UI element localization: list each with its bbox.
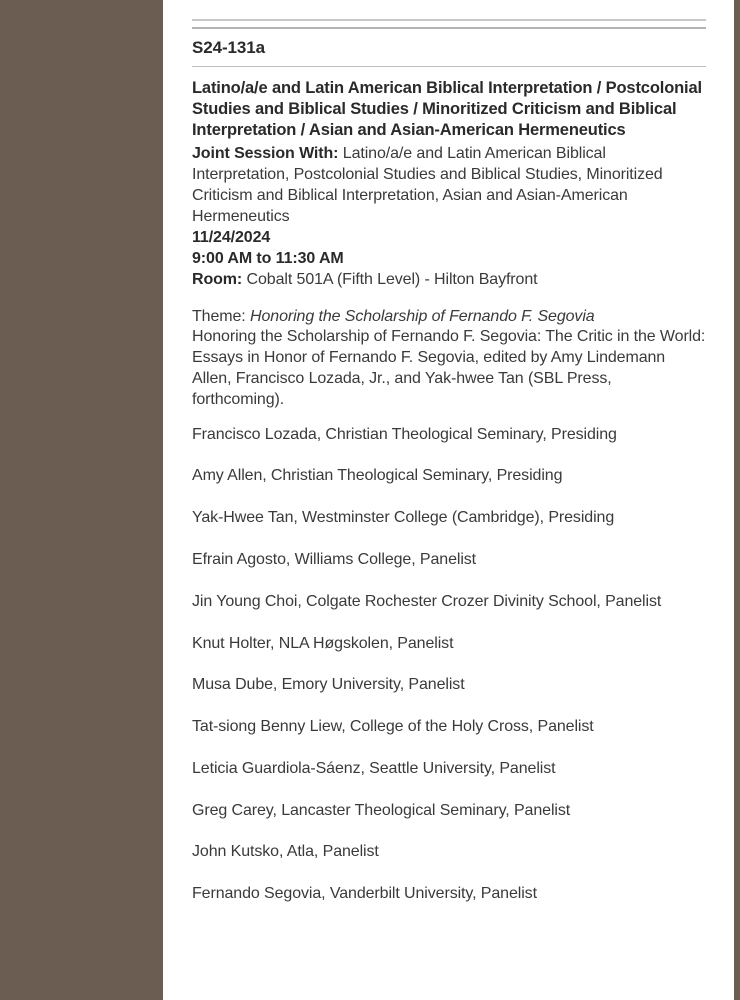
left-page-margin bbox=[0, 0, 163, 1000]
top-divider-secondary bbox=[192, 27, 706, 29]
list-item: Efrain Agosto, Williams College, Panelist bbox=[192, 550, 477, 568]
list-item: Greg Carey, Lancaster Theological Seminary, Panelist bbox=[192, 801, 571, 819]
list-item: Amy Allen, Christian Theological Seminary, Presiding bbox=[192, 467, 563, 485]
session-theme bbox=[192, 307, 706, 411]
session-meta bbox=[192, 144, 706, 291]
theme-description: Honoring the Scholarship of Fernando F. Segovia: The Critic in the World: Essays in Honor of Fernando F. Segovia, edited by Amy Lindemann Allen, Francisco Lozada, Jr., and Yak-hwee Tan (SBL Press, forthcoming). bbox=[192, 328, 706, 408]
theme-label: Theme: bbox=[192, 307, 246, 325]
list-item: Leticia Guardiola-Sáenz, Seattle University, Panelist bbox=[192, 759, 556, 777]
session-id-divider bbox=[192, 66, 706, 67]
list-item: Knut Holter, NLA Høgskolen, Panelist bbox=[192, 634, 454, 652]
session-time: 9:00 AM to 11:30 AM bbox=[192, 249, 344, 267]
room-label: Room: bbox=[192, 270, 243, 288]
room-value: Cobalt 501A (Fifth Level) - Hilton Bayfront bbox=[246, 270, 538, 288]
list-item: Francisco Lozada, Christian Theological Seminary, Presiding bbox=[192, 425, 617, 443]
document-page bbox=[163, 0, 734, 1000]
participant-list bbox=[192, 425, 706, 906]
session-title: Latino/a/e and Latin American Biblical Interpretation / Postcolonial Studies and Biblical Studies / Minoritized Criticism and Biblical Interpretation / Asian and Asian-American Hermeneutics bbox=[192, 78, 702, 140]
list-item: Tat-siong Benny Liew, College of the Holy Cross, Panelist bbox=[192, 718, 594, 736]
joint-session-value: Latino/a/e and Latin American Biblical Interpretation, Postcolonial Studies and Biblical Studies, Minoritized Criticism and Biblical Interpretation, Asian and Asian-American Hermeneutics bbox=[192, 144, 663, 225]
session-id: S24-131a bbox=[192, 38, 265, 57]
right-page-margin bbox=[734, 0, 740, 1000]
session-room-line bbox=[192, 270, 706, 291]
session-date: 11/24/2024 bbox=[192, 228, 271, 246]
joint-session-line bbox=[192, 144, 706, 228]
list-item: Jin Young Choi, Colgate Rochester Crozer Divinity School, Panelist bbox=[192, 592, 662, 610]
list-item: Musa Dube, Emory University, Panelist bbox=[192, 676, 465, 694]
list-item: Fernando Segovia, Vanderbilt University, Panelist bbox=[192, 885, 537, 903]
top-divider-primary bbox=[192, 19, 706, 21]
theme-title: Honoring the Scholarship of Fernando F. Segovia bbox=[250, 307, 595, 325]
joint-session-label: Joint Session With: bbox=[192, 144, 339, 162]
list-item: John Kutsko, Atla, Panelist bbox=[192, 843, 379, 861]
list-item: Yak-Hwee Tan, Westminster College (Cambridge), Presiding bbox=[192, 509, 615, 527]
